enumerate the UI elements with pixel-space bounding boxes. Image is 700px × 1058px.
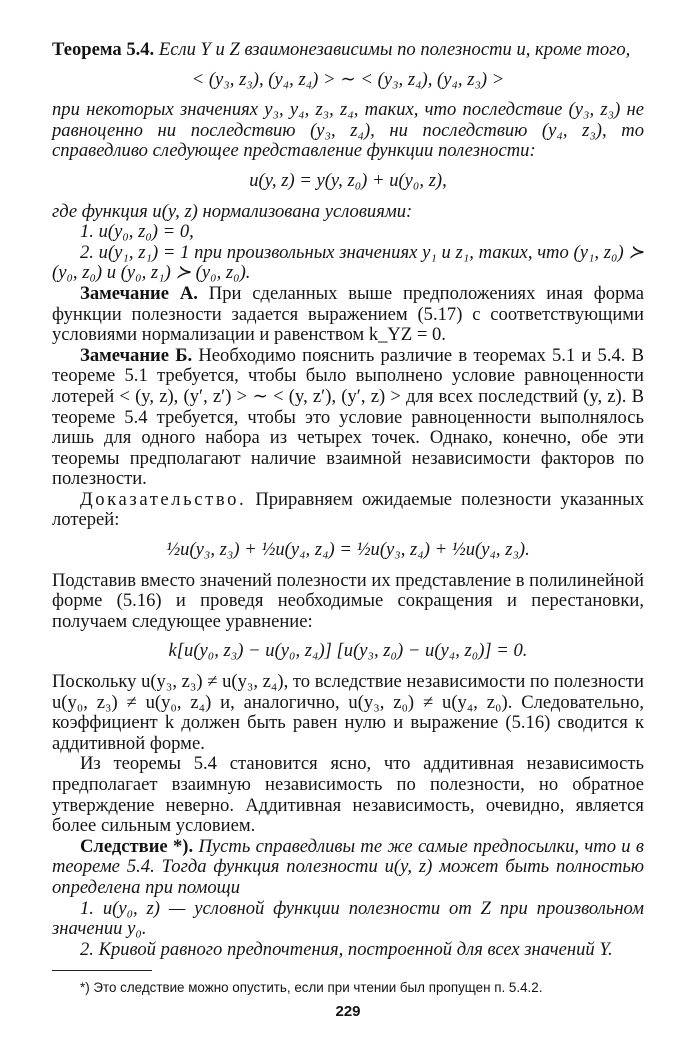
remark-b-text: Необходимо пояснить различие в теоремах 5.1 и 5.4. В теореме 5.1 требуется, чтобы было выполнено условие равноценности лотерей < (y, z), (y′, z′) > ∼ < (y, z′), (y′, z) > для всех последствий (y, z). В теореме 5.4 требуется, чтобы это условие равноценности выполнялось лишь для одного набора из четырех точек. Однако, конечно, обе эти теоремы предполагают наличие взаимной независимости факторов по полезности. [52,344,645,490]
proof-heading: Доказательство. [80,488,247,510]
remark-a-text: При сделанных выше предположениях иная форма функции полезности задается выражением (5.17) с соответствующими условиями нормализации и равенством k_YZ = 0. [52,282,644,346]
additive-independence-paragraph: Из теоремы 5.4 становится ясно, что аддитивная независимость предполагает взаимную независимость по полезности, но обратное утверждение неверно. Аддитивная независимость, очевидно, является более сильным условием. [52,753,644,837]
footnote: *) Это следствие можно опустить, если при чтении был пропущен п. 5.4.2. [80,980,543,996]
corollary-item-1: 1. u(y₀, z) — условной функции полезности от Z при произвольном значении y₀. [52,897,644,940]
utility-representation-formula: u(y, z) = y(y, z₀) + u(y₀, z), [249,169,447,191]
corollary-text: Пусть справедливы те же самые предпосылки, что и в теореме 5.4. Тогда функция полезности u(y, z) может быть полностью определена при помощи [52,835,644,898]
expected-utility-formula: ½u(y₃, z₃) + ½u(y₄, z₄) = ½u(y₃, z₄) + ½u(y₄, z₃). [166,539,530,561]
corollary-item-2: 2. Кривой равного предпочтения, построенной для всех значений Y. [80,938,613,960]
lottery-equivalence-formula: < (y₃, z₃), (y₄, z₄) > ∼ < (y₃, z₄), (y₄, z₃) > [191,68,505,90]
corollary [52,837,644,899]
coefficient-equation: k[u(y₀, z₃) − u(y₀, z₄)] [u(y₃, z₀) − u(y₄, z₀)] = 0. [168,640,528,662]
theorem-heading: Теорема 5.4. [52,39,155,60]
remark-b-heading: Замечание Б. [80,344,193,366]
normalization-condition-2: 2. u(y₁, z₁) = 1 при произвольных значениях y₁ и z₁, таких, что (y₁, z₀) ≻ (y₀, z₀) и (y₀, z₁) ≻ (y₀, z₀). [52,241,644,284]
footnote-divider [52,970,152,971]
remark-b [52,346,644,490]
theorem-text: Если Y и Z взаимонезависимы по полезности и, кроме того, [158,39,631,60]
page-number: 229 [335,1003,361,1021]
remark-a [52,284,644,346]
proof-text: Приравняем ожидаемые полезности указанных лотерей: [52,488,644,531]
theorem-condition-text: при некоторых значениях y₃, y₄, z₃, z₄, таких, что последствие (y₃, z₃) не равноценно ни последствию (y₃, z₄), ни последствию (y₄, z₃), то справедливо следующее представление функции полезности: [52,99,644,162]
proof [52,490,644,531]
normalization-condition-1: 1. u(y₀, z₀) = 0, [80,221,194,243]
proof-substitution-text: Подставив вместо значений полезности их представление в полилинейной форме (5.16) и проведя необходимые сокращения и перестановки, получаем следующее уравнение: [52,569,644,632]
proof-conclusion-text: Поскольку u(y₃, z₃) ≠ u(y₃, z₄), то вследствие независимости по полезности u(y₀, z₃) ≠ u(y₀, z₄) и, аналогично, u(y₃, z₀) ≠ u(y₄, z₀). Следовательно, коэффициент k должен быть равен нулю и выражение (5.16) сводится к аддитивной форме. [52,671,644,754]
normalization-intro: где функция u(y, z) нормализована условиями: [52,200,413,222]
remark-a-heading: Замечание А. [80,282,198,304]
theorem-statement [52,40,644,61]
corollary-heading: Следствие *). [80,835,194,857]
